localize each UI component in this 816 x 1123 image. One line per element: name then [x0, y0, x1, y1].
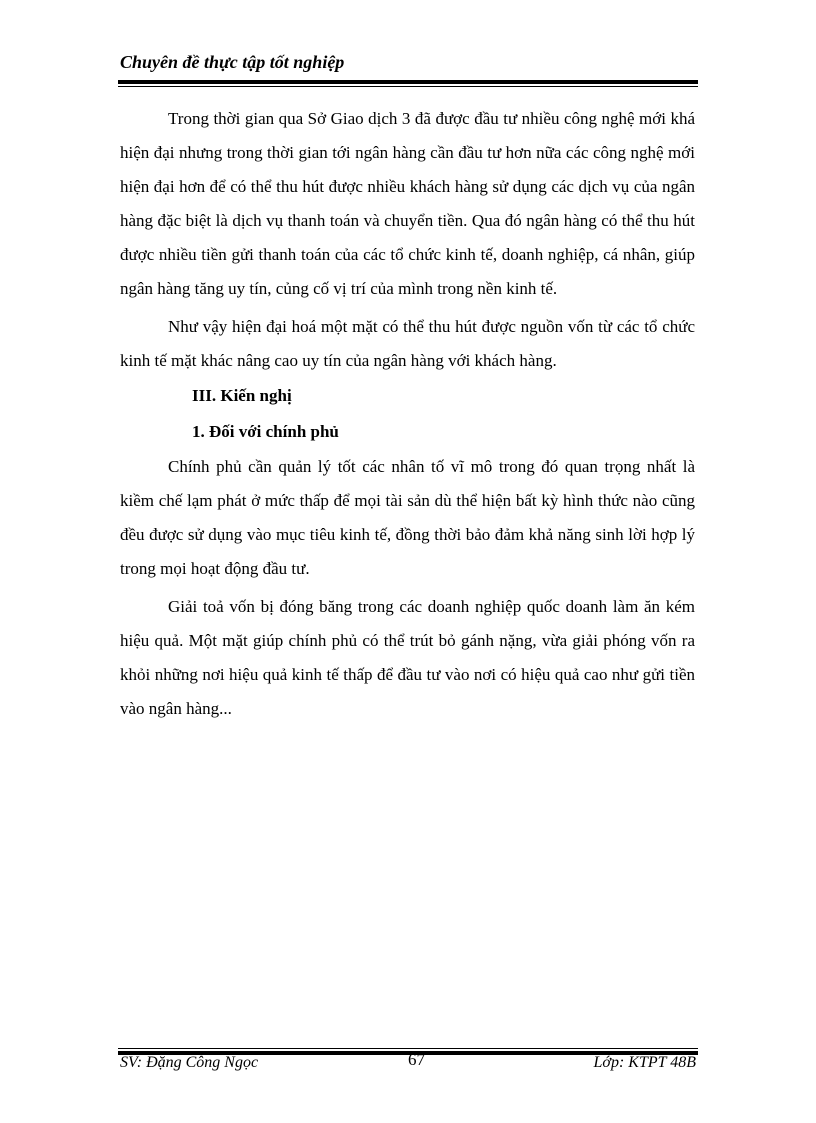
section-heading: III. Kiến nghị	[192, 386, 292, 405]
paragraph-capital-release: Giải toả vốn bị đóng băng trong các doanh nghiệp quốc doanh làm ăn kém hiệu quả. Một mặt giúp chính phủ có thể trút bỏ gánh nặng, vừa giải phóng vốn ra khỏi những nơi hiệu quả kinh tế thấp để đầu tư vào nơi có hiệu quả cao như gửi tiền vào ngân hàng...	[120, 597, 695, 718]
paragraph-technology: Trong thời gian qua Sở Giao dịch 3 đã được đầu tư nhiều công nghệ mới khá hiện đại nhưng trong thời gian tới ngân hàng cần đầu tư hơn nữa các công nghệ mới hiện đại hơn để có thể thu hút được nhiều khách hàng sử dụng các dịch vụ của ngân hàng đặc biệt là dịch vụ thanh toán và chuyển tiền. Qua đó ngân hàng có thể thu hút được nhiều tiền gửi thanh toán của các tổ chức kinh tế, doanh nghiệp, cá nhân, giúp ngân hàng tăng uy tín, củng cố vị trí của mình trong nền kinh tế.	[120, 109, 695, 298]
paragraph-government: Chính phủ cần quản lý tốt các nhân tố vĩ mô trong đó quan trọng nhất là kiềm chế lạm phát ở mức thấp để mọi tài sản dù thể hiện bất kỳ hình thức nào cũng đều được sử dụng vào mục tiêu kinh tế, đồng thời bảo đảm khả năng sinh lời hợp lý trong mọi hoạt động đầu tư.	[120, 457, 695, 578]
header-divider	[118, 80, 698, 87]
footer-class-label: Lớp: KTPT 48B	[593, 1054, 696, 1071]
page-number: 67	[408, 1050, 425, 1069]
paragraph-modernization: Như vậy hiện đại hoá một mặt có thể thu hút được nguồn vốn từ các tổ chức kinh tế mặt khác nâng cao uy tín của ngân hàng với khách hàng.	[120, 317, 695, 370]
header-title: Chuyên đề thực tập tốt nghiệp	[120, 52, 345, 72]
subsection-heading: 1. Đối với chính phủ	[192, 422, 339, 441]
document-body	[120, 102, 695, 726]
footer-student-name: SV: Đặng Công Ngọc	[120, 1054, 259, 1071]
